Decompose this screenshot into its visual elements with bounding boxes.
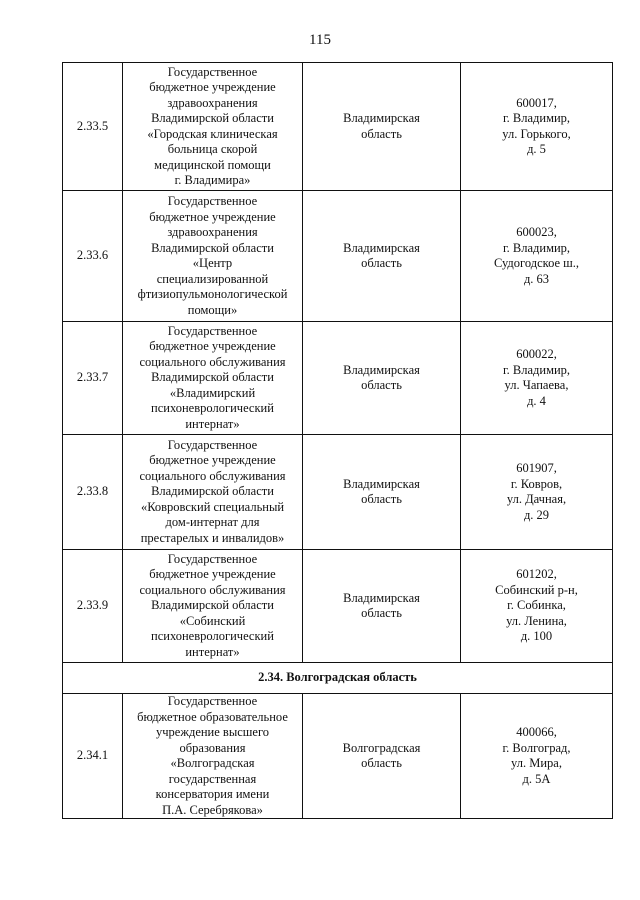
- organization-name: Государственное бюджетное учреждение здравоохранения Владимирской области «Городская клиническая больница скорой медицинской помощи г. Владимира»: [123, 63, 303, 191]
- row-number: 2.33.7: [63, 322, 123, 435]
- table-row: [63, 435, 613, 550]
- region: Владимирская область: [303, 191, 461, 322]
- table-row: [63, 550, 613, 663]
- row-number: 2.33.5: [63, 63, 123, 191]
- address: 600017, г. Владимир, ул. Горького, д. 5: [461, 63, 613, 191]
- region: Владимирская область: [303, 435, 461, 550]
- address: 400066, г. Волгоград, ул. Мира, д. 5А: [461, 694, 613, 819]
- page-number: 115: [309, 32, 331, 48]
- row-number: 2.33.9: [63, 550, 123, 663]
- organization-name: Государственное бюджетное образовательное учреждение высшего образования «Волгоградская государственная консерватория имени П.А. Серебрякова»: [123, 694, 303, 819]
- address: 601907, г. Ковров, ул. Дачная, д. 29: [461, 435, 613, 550]
- organization-name: Государственное бюджетное учреждение социального обслуживания Владимирской области «Ковровский специальный дом-интернат для престарелых и инвалидов»: [123, 435, 303, 550]
- section-title: 2.34. Волгоградская область: [63, 663, 613, 694]
- address: 600023, г. Владимир, Судогодское ш., д. 63: [461, 191, 613, 322]
- table-row: [63, 191, 613, 322]
- address: 600022, г. Владимир, ул. Чапаева, д. 4: [461, 322, 613, 435]
- region: Владимирская область: [303, 63, 461, 191]
- region: Владимирская область: [303, 550, 461, 663]
- registry-table: [62, 62, 613, 819]
- table-row: [63, 63, 613, 191]
- row-number: 2.33.8: [63, 435, 123, 550]
- region: Владимирская область: [303, 322, 461, 435]
- table-row: [63, 694, 613, 819]
- table-row: [63, 322, 613, 435]
- organization-name: Государственное бюджетное учреждение социального обслуживания Владимирской области «Владимирский психоневрологический интернат»: [123, 322, 303, 435]
- organization-name: Государственное бюджетное учреждение социального обслуживания Владимирской области «Собинский психоневрологический интернат»: [123, 550, 303, 663]
- section-header-row: [63, 663, 613, 694]
- organization-name: Государственное бюджетное учреждение здравоохранения Владимирской области «Центр специализированной фтизиопульмонологической помощи»: [123, 191, 303, 322]
- row-number: 2.33.6: [63, 191, 123, 322]
- row-number: 2.34.1: [63, 694, 123, 819]
- address: 601202, Собинский р-н, г. Собинка, ул. Ленина, д. 100: [461, 550, 613, 663]
- region: Волгоградская область: [303, 694, 461, 819]
